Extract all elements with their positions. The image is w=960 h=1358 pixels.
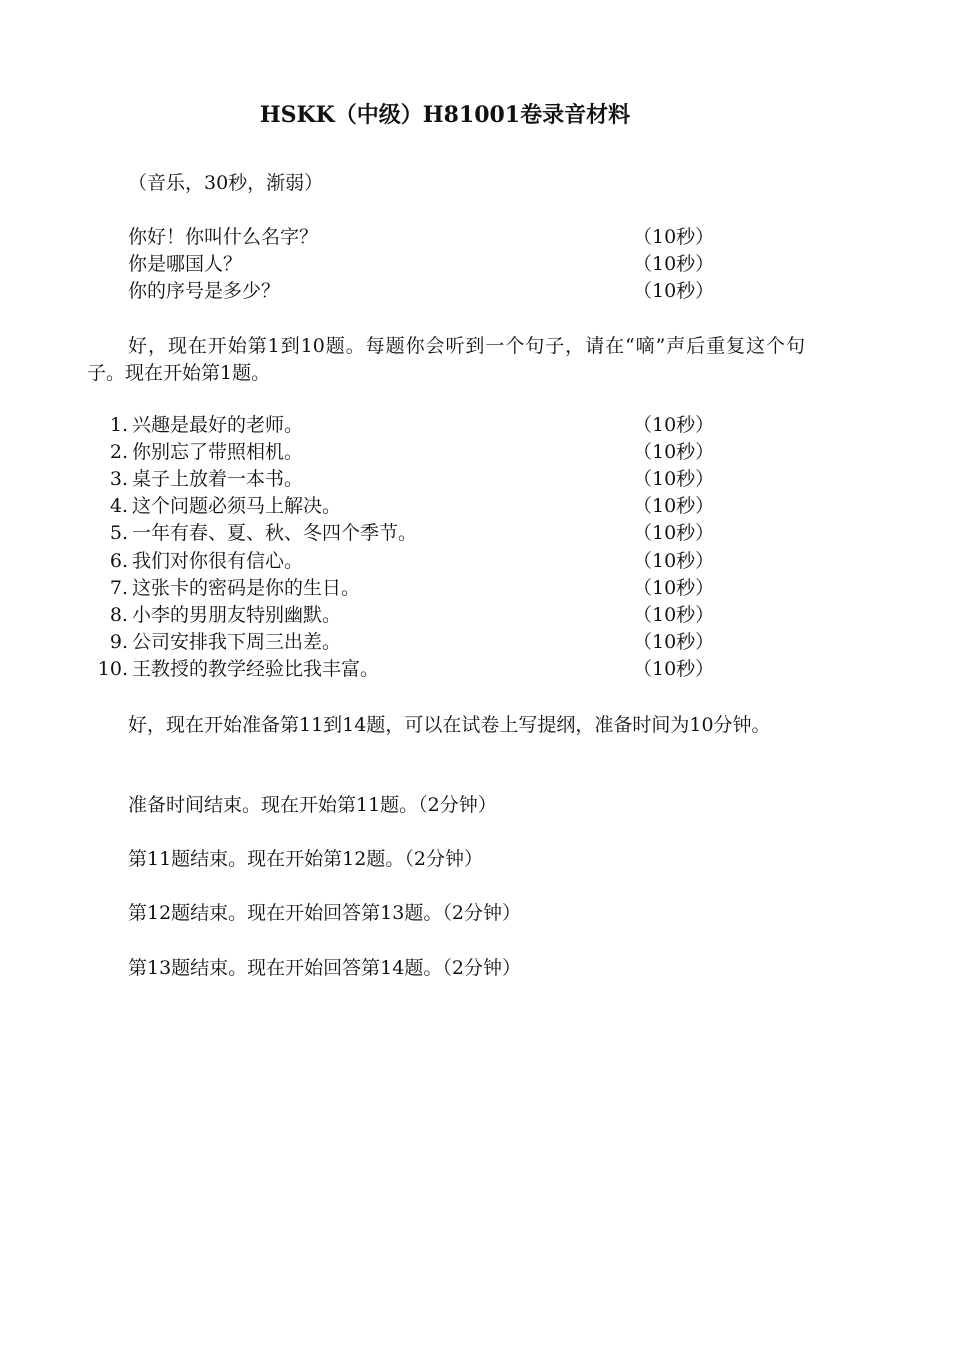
item-number: 10. [97, 657, 128, 680]
item-sentence: 兴趣是最好的老师。 [132, 414, 304, 436]
part2-line: 第12题结束。现在开始回答第13题。（2分钟） [128, 902, 521, 924]
item-time: （10秒） [633, 468, 715, 491]
intro-music-note: （音乐，30秒，渐弱） [128, 172, 324, 194]
part1-item [88, 466, 728, 493]
item-sentence: 王教授的教学经验比我丰富。 [132, 657, 380, 680]
greeting-row [128, 224, 728, 251]
item-number: 9. [109, 630, 128, 653]
part1-item [88, 629, 728, 656]
item-sentence: 这张卡的密码是你的生日。 [132, 576, 361, 599]
item-time: （10秒） [633, 630, 715, 653]
greeting-time: （10秒） [633, 280, 715, 302]
part1-instructions: 好，现在开始第1到10题。每题你会听到一个句子，请在“嘀”声后重复这个句子。现在开始第1题。 [87, 335, 805, 384]
part2-line: 第13题结束。现在开始回答第14题。（2分钟） [128, 957, 521, 979]
greeting-text: 你是哪国人？ [128, 253, 243, 275]
greeting-text: 你好！你叫什么名字？ [128, 226, 319, 248]
part2-line: 第11题结束。现在开始第12题。（2分钟） [128, 848, 483, 870]
greeting-row [128, 278, 728, 305]
part1-item [88, 412, 728, 439]
item-number: 7. [109, 576, 128, 599]
item-sentence: 你别忘了带照相机。 [132, 441, 304, 464]
item-time: （10秒） [633, 414, 715, 436]
item-time: （10秒） [633, 549, 715, 572]
item-time: （10秒） [633, 603, 715, 626]
item-number: 2. [109, 441, 128, 464]
part1-item [88, 602, 728, 629]
item-sentence: 公司安排我下周三出差。 [132, 630, 342, 653]
item-number: 4. [109, 495, 128, 518]
item-number: 1. [109, 414, 128, 436]
item-number: 5. [109, 522, 128, 545]
item-sentence: 我们对你很有信心。 [132, 549, 304, 572]
item-time: （10秒） [633, 522, 715, 545]
part1-item [88, 575, 728, 602]
part1-item [88, 548, 728, 575]
item-time: （10秒） [633, 495, 715, 518]
item-sentence: 这个问题必须马上解决。 [132, 495, 342, 518]
item-number: 6. [109, 549, 128, 572]
part2-line: 准备时间结束。现在开始第11题。（2分钟） [128, 794, 497, 816]
part2-instructions: 好，现在开始准备第11到14题，可以在试卷上写提纲，准备时间为10分钟。 [128, 714, 771, 736]
item-number: 8. [109, 603, 128, 626]
document-title: HSKK（中级）H81001卷录音材料 [259, 102, 631, 128]
greeting-text: 你的序号是多少？ [128, 280, 281, 302]
part1-item [88, 493, 728, 520]
part1-item [88, 520, 728, 547]
item-sentence: 一年有春、夏、秋、冬四个季节。 [132, 522, 418, 545]
part1-item [88, 656, 728, 683]
greeting-time: （10秒） [633, 253, 715, 275]
item-number: 3. [109, 468, 128, 491]
item-time: （10秒） [633, 657, 715, 680]
part1-item [88, 439, 728, 466]
item-time: （10秒） [633, 441, 715, 464]
item-sentence: 桌子上放着一本书。 [132, 468, 304, 491]
item-sentence: 小李的男朋友特别幽默。 [132, 603, 342, 626]
item-time: （10秒） [633, 576, 715, 599]
greeting-row [128, 251, 728, 278]
greeting-time: （10秒） [633, 226, 715, 248]
